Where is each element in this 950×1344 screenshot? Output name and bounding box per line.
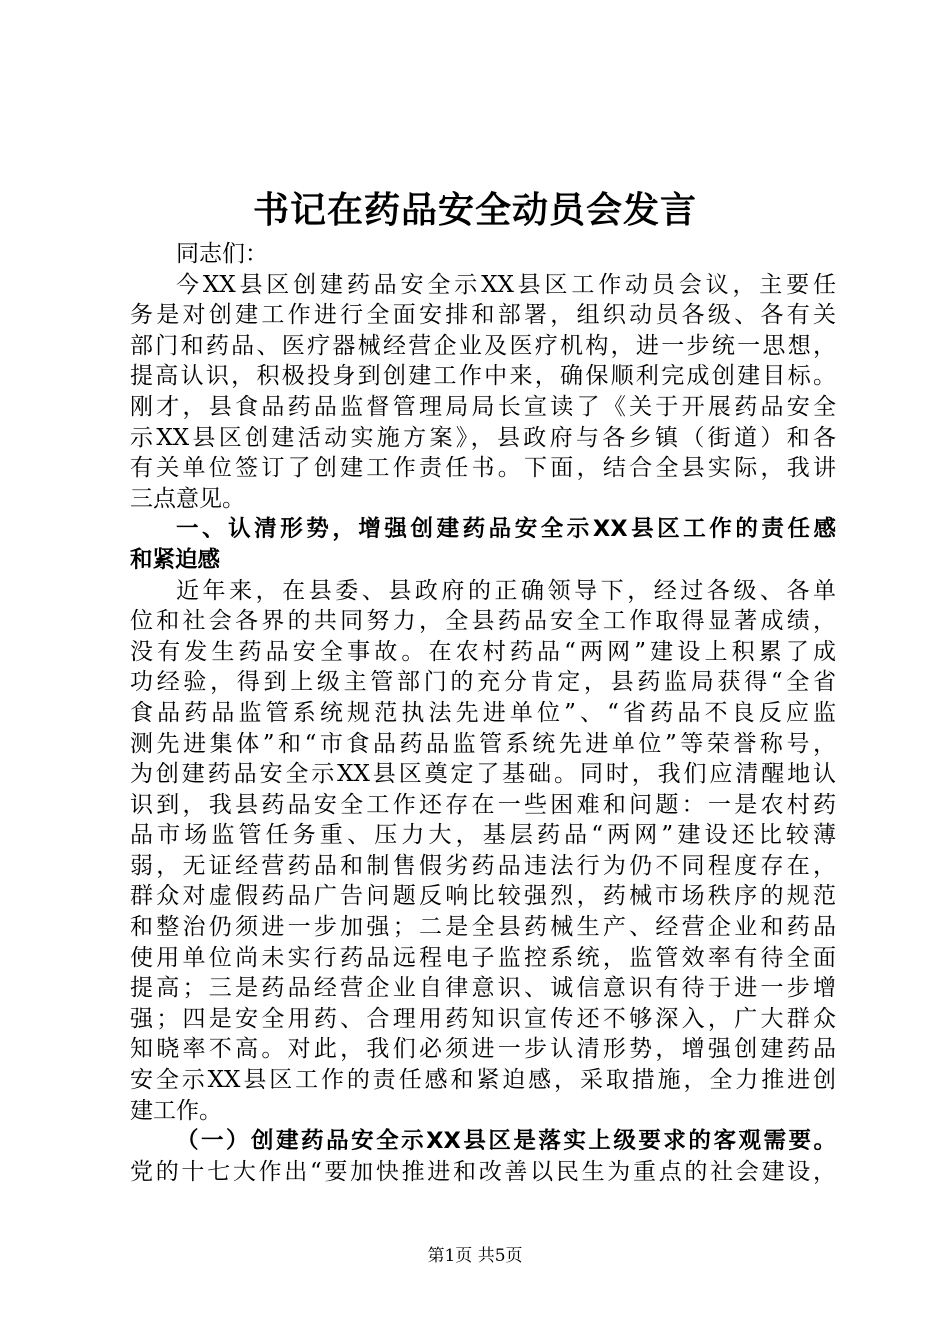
paragraph-line: 为创建药品安全示XX县区奠定了基础。同时，我们应清醒地认 (130, 761, 836, 788)
paragraph-line: 品市场监管任务重、压力大，基层药品“两网”建设还比较薄 (130, 822, 836, 849)
section-heading: 和紧迫感 (130, 546, 221, 573)
paragraph-line: 弱，无证经营药品和制售假劣药品违法行为仍不同程度存在， (130, 852, 836, 879)
paragraph-line: 三点意见。 (130, 485, 245, 512)
paragraph-line: 使用单位尚未实行药品远程电子监控系统，监管效率有待全面 (130, 944, 836, 971)
subsection-heading: （一）创建药品安全示XX县区是落实上级要求的客观需要。 (176, 1128, 836, 1155)
paragraph-line: 识到，我县药品安全工作还存在一些困难和问题：一是农村药 (130, 791, 836, 818)
paragraph-line: 今XX县区创建药品安全示XX县区工作动员会议，主要任 (176, 271, 836, 298)
paragraph-line: 测先进集体”和“市食品药品监管系统先进单位”等荣誉称号， (130, 730, 836, 757)
paragraph-line: 知晓率不高。对此，我们必须进一步认清形势，增强创建药品 (130, 1036, 836, 1063)
document-body (130, 239, 836, 1187)
paragraph-line: 位和社会各界的共同努力，全县药品安全工作取得显著成绩， (130, 608, 836, 635)
paragraph-line: 安全示XX县区工作的责任感和紧迫感，采取措施，全力推进创 (130, 1067, 836, 1094)
paragraph-line: 有关单位签订了创建工作责任书。下面，结合全县实际，我讲 (130, 455, 836, 482)
paragraph-line: 建工作。 (130, 1097, 222, 1124)
paragraph-line: 近年来，在县委、县政府的正确领导下，经过各级、各单 (176, 577, 836, 604)
paragraph-line: 食品药品监管系统规范执法先进单位”、“省药品不良反应监 (130, 699, 836, 726)
paragraph-line: 提高；三是药品经营企业自律意识、诚信意识有待于进一步增 (130, 975, 836, 1002)
paragraph-line: 部门和药品、医疗器械经营企业及医疗机构，进一步统一思想， (130, 332, 836, 359)
paragraph-line: 刚才，县食品药品监督管理局局长宣读了《关于开展药品安全 (130, 393, 836, 420)
paragraph-line: 示XX县区创建活动实施方案》，县政府与各乡镇（街道）和各 (130, 424, 836, 451)
salutation: 同志们： (176, 241, 268, 267)
paragraph-line: 务是对创建工作进行全面安排和部署，组织动员各级、各有关 (130, 302, 836, 329)
section-heading: 一、认清形势，增强创建药品安全示XX县区工作的责任感 (176, 516, 836, 543)
paragraph-line: 和整治仍须进一步加强；二是全县药械生产、经营企业和药品 (130, 914, 836, 941)
page-footer: 第1页 共5页 (427, 1246, 523, 1266)
paragraph-line: 党的十七大作出“要加快推进和改善以民生为重点的社会建设， (130, 1158, 836, 1185)
paragraph-line: 没有发生药品安全事故。在农村药品“两网”建设上积累了成 (130, 638, 836, 665)
paragraph-line: 功经验，得到上级主管部门的充分肯定，县药监局获得“全省 (130, 669, 836, 696)
document-title: 书记在药品安全动员会发言 (252, 190, 697, 231)
paragraph-line: 强；四是安全用药、合理用药知识宣传还不够深入，广大群众 (130, 1005, 836, 1032)
paragraph-line: 提高认识，积极投身到创建工作中来，确保顺利完成创建目标。 (130, 363, 836, 390)
paragraph-line: 群众对虚假药品广告问题反响比较强烈，药械市场秩序的规范 (130, 883, 836, 910)
